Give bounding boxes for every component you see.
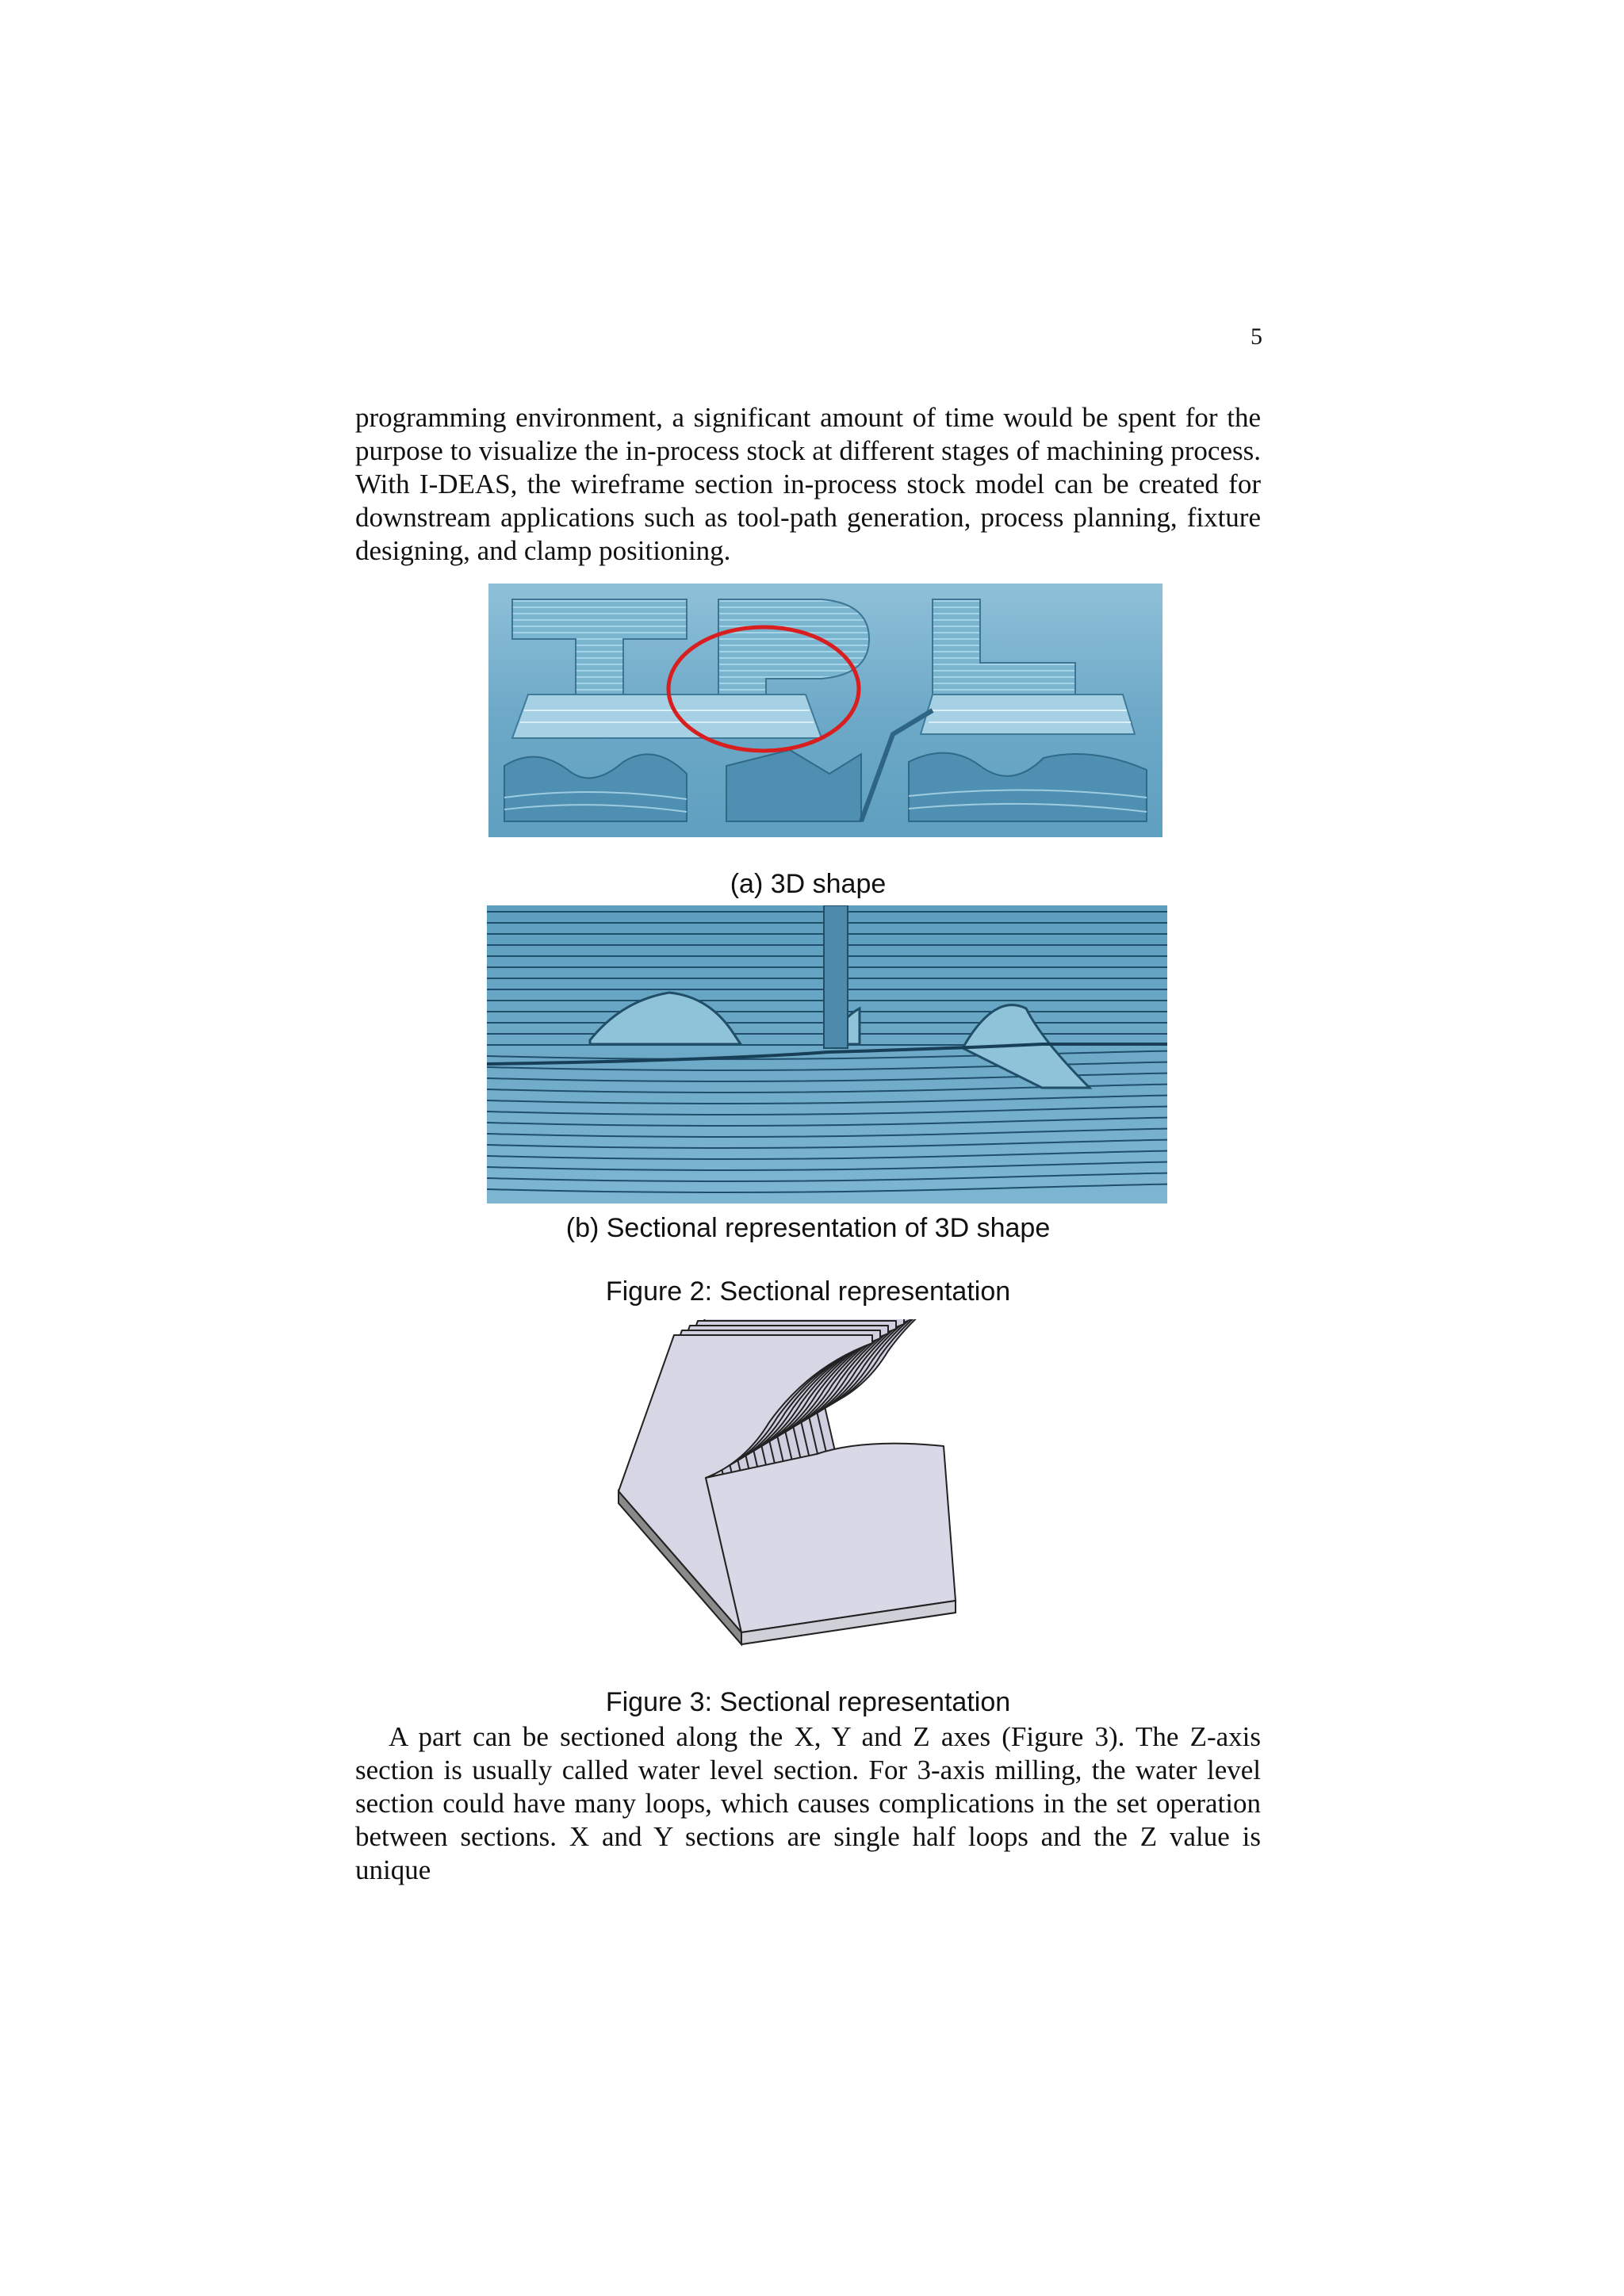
figure-2-caption: Figure 2: Sectional representation <box>605 1276 1011 1307</box>
figure-3-slices-drawing <box>611 1319 1015 1662</box>
figure-2b-caption: (b) Sectional representation of 3D shape <box>565 1213 1051 1243</box>
figure-3-caption: Figure 3: Sectional representation <box>605 1687 1011 1717</box>
page-number: 5 <box>1251 323 1262 350</box>
figure-2b-sectional-image <box>487 905 1167 1203</box>
figure-2a-3d-shape-image <box>488 584 1162 837</box>
paragraph-body: A part can be sectioned along the X, Y and Z axes (Figure 3). The Z-axis section is usually called water level section. For 3-axis milling, the water level section could have many loops, which causes complications in the set operation between sections. X and Y sections are single half loops and the Z value is unique <box>355 1721 1261 1885</box>
paragraph-intro: programming environment, a significant amount of time would be spent for the purpose to visualize the in-process stock at different stages of machining process. With I-DEAS, the wireframe section in-process stock model can be created for downstream applications such as tool-path generation, process planning, fixture designing, and clamp positioning. <box>355 402 1261 566</box>
front-face <box>706 1444 956 1632</box>
figure-2a-caption: (a) 3D shape <box>730 869 887 899</box>
